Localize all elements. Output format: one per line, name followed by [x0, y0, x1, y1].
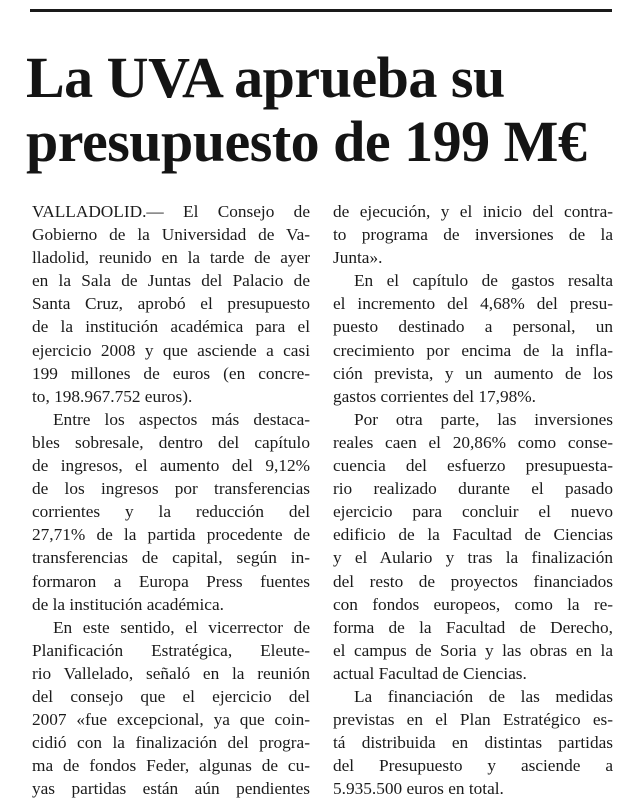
article-line: to, 198.967.752 euros). — [32, 386, 193, 406]
article-line: tá distribuida en distintas partidas — [333, 733, 613, 753]
article-line: puesto destinado a personal, un — [333, 317, 613, 337]
article-line: rio realizado durante el pasado — [333, 479, 613, 499]
article-line: reales caen el 20,86% como conse- — [333, 432, 613, 452]
article-line: de los ingresos por transferencias — [32, 479, 310, 499]
article-line: el incremento del 4,68% del presu- — [333, 294, 613, 314]
top-rule — [30, 9, 612, 12]
headline — [26, 46, 616, 174]
article-line: En este sentido, el vicerrector de — [53, 617, 310, 637]
article-line: Santa Cruz, aprobó el presupuesto — [32, 294, 310, 314]
article-line: actual Facultad de Ciencias. — [333, 663, 527, 683]
article-line: previstas en el Plan Estratégico es- — [333, 710, 613, 730]
article-line: VALLADOLID.— El Consejo de — [32, 202, 310, 221]
article-line: forma de la Facultad de Derecho, — [333, 617, 613, 637]
article-column-right — [333, 200, 613, 800]
article-line: La financiación de las medidas — [354, 686, 613, 706]
article-line: lladolid, reunido en la tarde de ayer — [32, 248, 310, 268]
article-line: 199 millones de euros (en concre- — [32, 363, 310, 383]
article-line: de la institución académica. — [32, 594, 224, 614]
article-line: Gobierno de la Universidad de Va- — [32, 225, 310, 245]
article-line: de ingresos, el aumento del 9,12% — [32, 456, 310, 476]
article-line: del resto de proyectos financiados — [333, 571, 613, 591]
article-line: 2007 «fue excepcional, ya que coin- — [32, 710, 310, 730]
headline-line-1: La UVA aprueba su — [26, 45, 505, 110]
article-line: rio Vallelado, señaló en la reunión — [32, 663, 310, 683]
article-line: bles sobresale, dentro del capítulo — [32, 432, 310, 452]
article-line: En el capítulo de gastos resalta — [354, 271, 613, 291]
article-line: transferencias de capital, según in- — [32, 548, 310, 568]
article-line: Por otra parte, las inversiones — [354, 409, 613, 429]
article-line: ción prevista, y un aumento de los — [333, 363, 613, 383]
article-line: de la institución académica para el — [32, 317, 310, 337]
article-line: to programa de inversiones de la — [333, 225, 613, 245]
article-line: corrientes y la reducción del — [32, 502, 310, 522]
article-line: ejercicio para concluir el nuevo — [333, 502, 613, 522]
article-line: Planificación Estratégica, Eleute- — [32, 640, 310, 660]
article-line: 5.935.500 euros en total. — [333, 779, 504, 799]
article-column-left — [32, 200, 310, 800]
article-line: ma de fondos Feder, algunas de cu- — [32, 756, 310, 776]
article-line: Entre los aspectos más destaca- — [53, 409, 310, 429]
article-line: de ejecución, y el inicio del contra- — [333, 202, 613, 221]
article-line: formaron a Europa Press fuentes — [32, 571, 310, 591]
article-line: del Presupuesto y asciende a — [333, 756, 613, 776]
article-line: 27,71% de la partida procedente de — [32, 525, 310, 545]
article-line: del consejo que el ejercicio del — [32, 686, 310, 706]
article-line: el campus de Soria y las obras en la — [333, 640, 613, 660]
article-line: en la Sala de Juntas del Palacio de — [32, 271, 310, 291]
article-line: gastos corrientes del 17,98%. — [333, 386, 537, 406]
article-line: y el Aulario y tras la finalización — [333, 548, 613, 568]
article-line: cuencia del esfuerzo presupuesta- — [333, 456, 613, 476]
article-line: Junta». — [333, 248, 383, 268]
article-line: edificio de la Facultad de Ciencias — [333, 525, 613, 545]
article-line: yas partidas están aún pendientes — [32, 779, 310, 799]
headline-line-2: presupuesto de 199 M€ — [26, 109, 587, 174]
article-line: crecimiento por encima de la infla- — [333, 340, 613, 360]
article-line: ejercicio 2008 y que asciende a casi — [32, 340, 310, 360]
article-line: cidió con la finalización del progra- — [32, 733, 310, 753]
article-line: con fondos europeos, como la re- — [333, 594, 613, 614]
